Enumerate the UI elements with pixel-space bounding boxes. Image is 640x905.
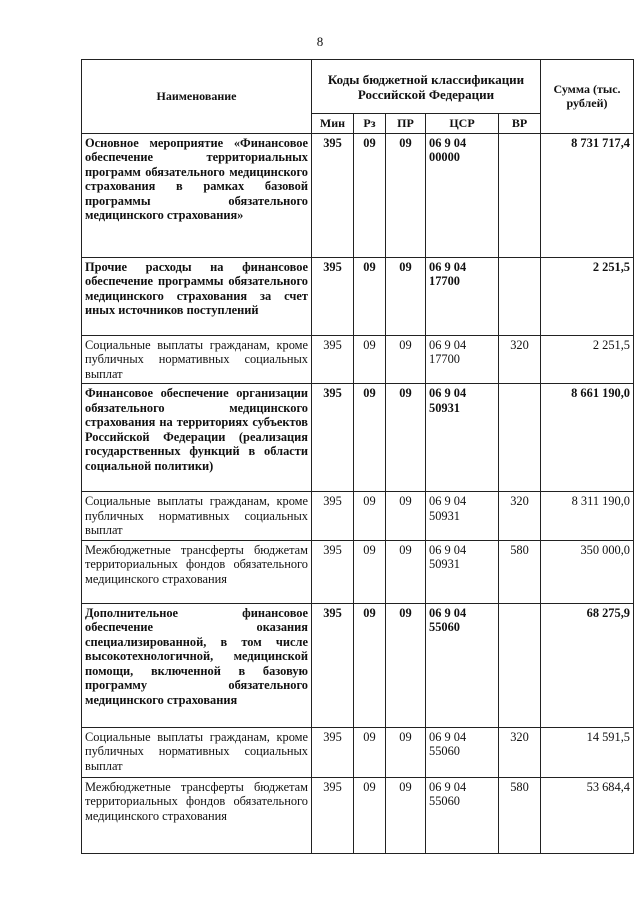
row-vr: 580 — [499, 777, 541, 853]
row-min: 395 — [312, 492, 354, 541]
table-row — [82, 540, 634, 603]
row-csr: 06 9 04 55060 — [426, 603, 499, 727]
header-vr: ВР — [499, 114, 541, 134]
page-number: 8 — [316, 34, 324, 49]
row-min: 395 — [312, 777, 354, 853]
row-vr — [499, 257, 541, 335]
row-csr: 06 9 04 55060 — [426, 727, 499, 777]
row-min: 395 — [312, 540, 354, 603]
table-row — [82, 335, 634, 384]
row-min: 395 — [312, 133, 354, 257]
row-sum: 2 251,5 — [541, 257, 634, 335]
row-sum: 53 684,4 — [541, 777, 634, 853]
row-sum: 2 251,5 — [541, 335, 634, 384]
header-rz: Рз — [354, 114, 386, 134]
row-pr: 09 — [386, 257, 426, 335]
row-csr: 06 9 04 50931 — [426, 540, 499, 603]
row-name: Социальные выплаты гражданам, кроме публичных нормативных социальных выплат — [82, 492, 312, 541]
row-rz: 09 — [354, 384, 386, 492]
row-csr: 06 9 04 50931 — [426, 492, 499, 541]
row-csr: 06 9 04 55060 — [426, 777, 499, 853]
row-csr: 06 9 04 50931 — [426, 384, 499, 492]
table-row — [82, 492, 634, 541]
header-min: Мин — [312, 114, 354, 134]
table-body — [82, 133, 634, 853]
row-pr: 09 — [386, 777, 426, 853]
row-pr: 09 — [386, 540, 426, 603]
row-min: 395 — [312, 384, 354, 492]
row-name: Социальные выплаты гражданам, кроме публичных нормативных социальных выплат — [82, 727, 312, 777]
header-pr: ПР — [386, 114, 426, 134]
table-row — [82, 384, 634, 492]
row-min: 395 — [312, 335, 354, 384]
row-pr: 09 — [386, 492, 426, 541]
row-vr: 320 — [499, 492, 541, 541]
table-row — [82, 777, 634, 853]
row-sum: 8 311 190,0 — [541, 492, 634, 541]
row-name: Социальные выплаты гражданам, кроме публичных нормативных социальных выплат — [82, 335, 312, 384]
row-name: Межбюджетные трансферты бюджетам территориальных фондов обязательного медицинского страхования — [82, 540, 312, 603]
row-name: Прочие расходы на финансовое обеспечение программы обязательного медицинского страхования за счет иных источников поступлений — [82, 257, 312, 335]
row-vr — [499, 384, 541, 492]
header-codes: Коды бюджетной классификации Российской Федерации — [312, 60, 541, 114]
row-rz: 09 — [354, 335, 386, 384]
row-pr: 09 — [386, 727, 426, 777]
row-csr: 06 9 04 00000 — [426, 133, 499, 257]
budget-table — [81, 59, 634, 854]
row-csr: 06 9 04 17700 — [426, 257, 499, 335]
row-sum: 350 000,0 — [541, 540, 634, 603]
row-vr — [499, 133, 541, 257]
row-rz: 09 — [354, 540, 386, 603]
row-vr: 320 — [499, 727, 541, 777]
row-sum: 8 661 190,0 — [541, 384, 634, 492]
row-sum: 68 275,9 — [541, 603, 634, 727]
row-name: Межбюджетные трансферты бюджетам территориальных фондов обязательного медицинского страхования — [82, 777, 312, 853]
header-name: Наименование — [82, 60, 312, 134]
row-name: Основное мероприятие «Финансовое обеспечение территориальных программ обязательного медицинского страхования в рамках базовой программы обязательного медицинского страхования» — [82, 133, 312, 257]
row-sum: 8 731 717,4 — [541, 133, 634, 257]
row-rz: 09 — [354, 777, 386, 853]
row-min: 395 — [312, 257, 354, 335]
table-row — [82, 603, 634, 727]
row-min: 395 — [312, 603, 354, 727]
row-sum: 14 591,5 — [541, 727, 634, 777]
table-header — [82, 60, 634, 134]
row-name: Дополнительное финансовое обеспечение оказания специализированной, в том числе высокотехнологичной, медицинской помощи, включенной в базовую программу обязательного медицинского страхования — [82, 603, 312, 727]
row-pr: 09 — [386, 335, 426, 384]
table-row — [82, 133, 634, 257]
row-vr — [499, 603, 541, 727]
table-row — [82, 257, 634, 335]
header-sum: Сумма (тыс. рублей) — [541, 60, 634, 134]
row-vr: 580 — [499, 540, 541, 603]
row-pr: 09 — [386, 384, 426, 492]
row-name: Финансовое обеспечение организации обязательного медицинского страхования на территориях субъектов Российской Федерации (реализация государственных функций в области социальной политики) — [82, 384, 312, 492]
header-csr: ЦСР — [426, 114, 499, 134]
row-pr: 09 — [386, 603, 426, 727]
table-row — [82, 727, 634, 777]
row-vr: 320 — [499, 335, 541, 384]
row-rz: 09 — [354, 492, 386, 541]
row-rz: 09 — [354, 727, 386, 777]
row-pr: 09 — [386, 133, 426, 257]
row-csr: 06 9 04 17700 — [426, 335, 499, 384]
row-min: 395 — [312, 727, 354, 777]
row-rz: 09 — [354, 133, 386, 257]
row-rz: 09 — [354, 603, 386, 727]
row-rz: 09 — [354, 257, 386, 335]
